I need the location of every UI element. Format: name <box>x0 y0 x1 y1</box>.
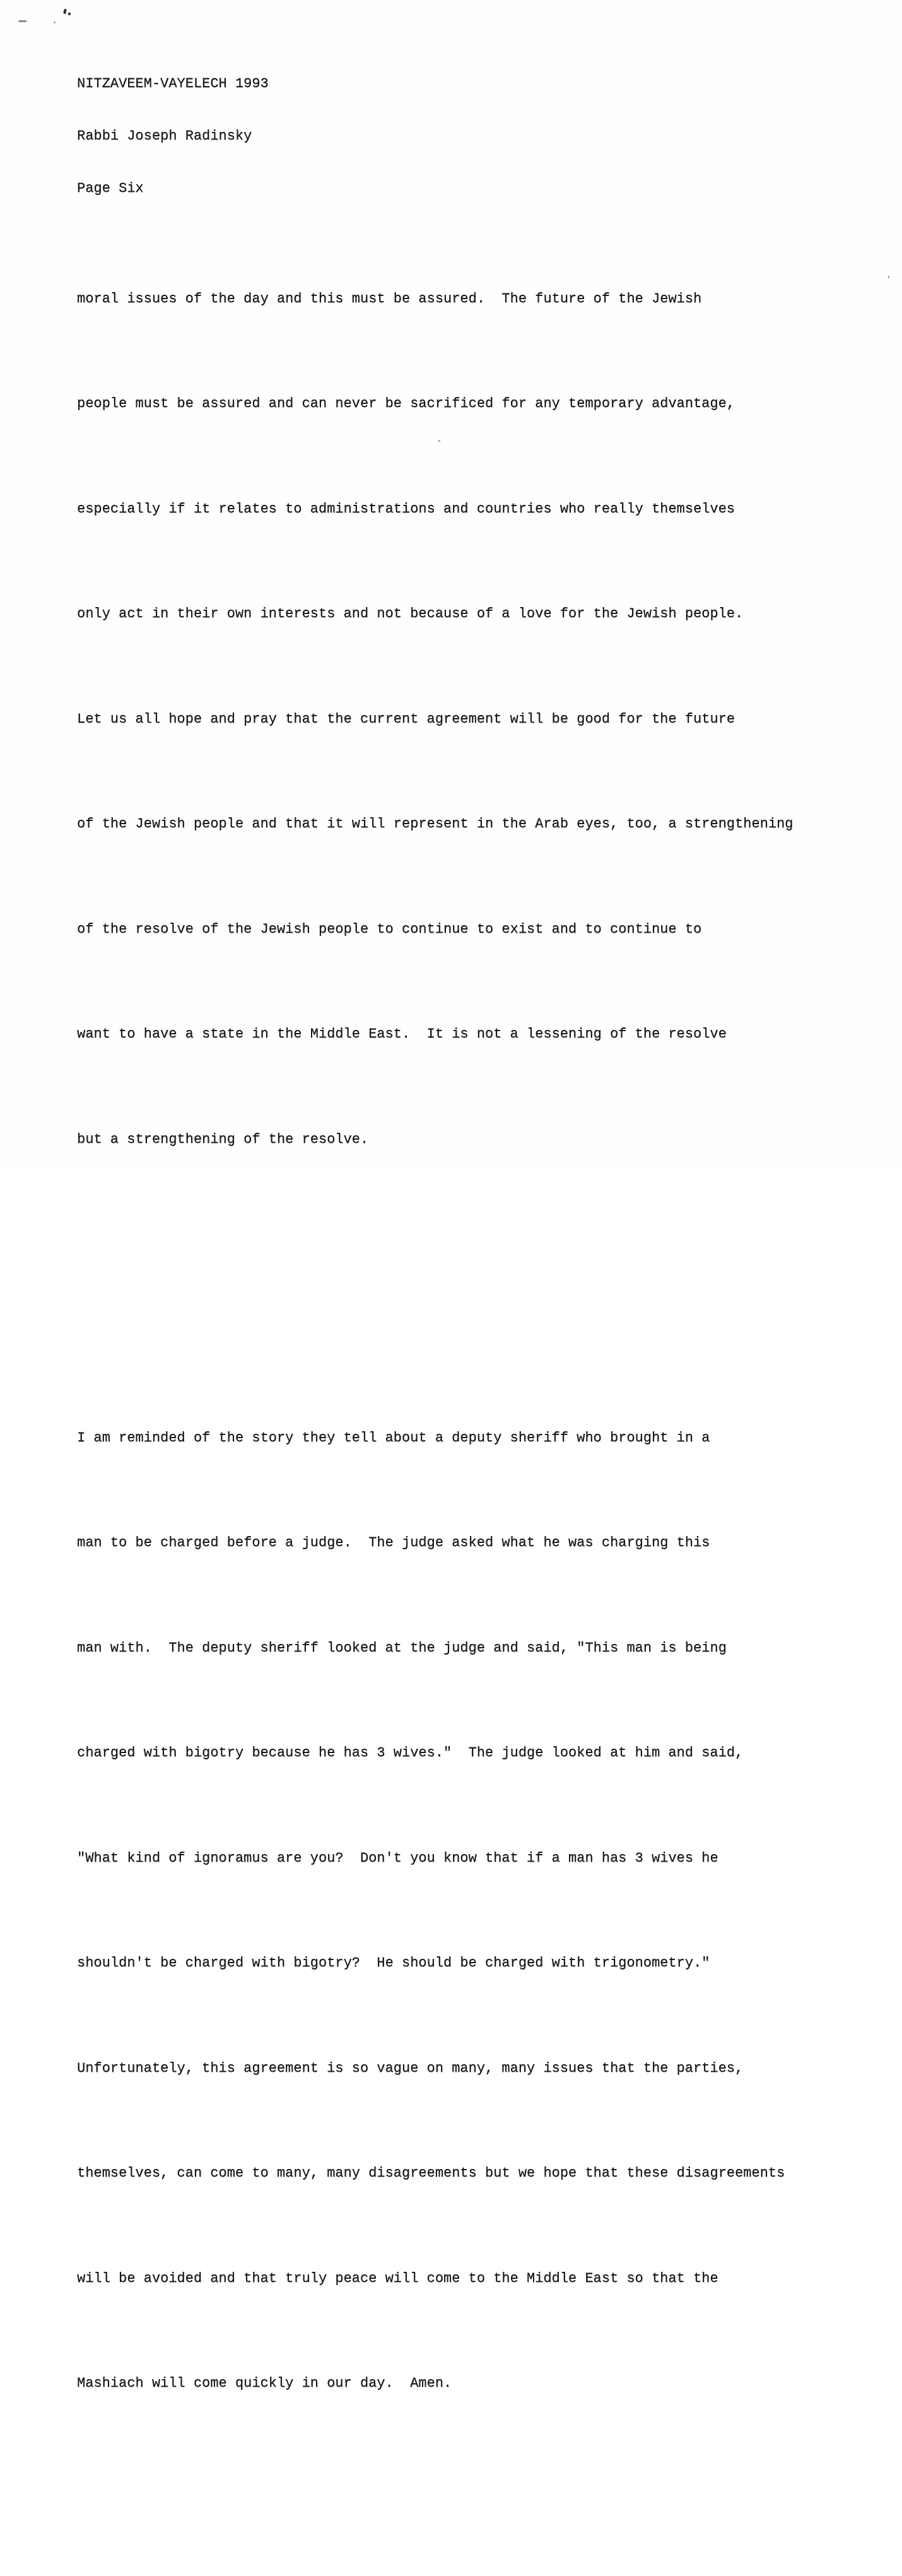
text-line: man with. The deputy sheriff looked at the judge and said, "This man is being <box>77 1640 727 1656</box>
text-line: "What kind of ignoramus are you? Don't you know that if a man has 3 wives he <box>77 1850 718 1866</box>
document-author: Rabbi Joseph Radinsky <box>77 127 252 144</box>
scan-artifact-mark <box>63 9 67 15</box>
text-line: shouldn't be charged with bigotry? He should be charged with trigonometry." <box>77 1955 710 1971</box>
text-line: moral issues of the day and this must be assured. The future of the Jewish <box>77 290 702 307</box>
text-line: of the resolve of the Jewish people to continue to exist and to continue to <box>77 921 702 937</box>
text-line: Mashiach will come quickly in our day. Amen. <box>77 2375 452 2391</box>
document-body <box>77 106 793 2576</box>
text-line: but a strengthening of the resolve. <box>77 1131 369 1147</box>
scan-artifact-mark <box>68 13 71 15</box>
text-line: I am reminded of the story they tell about a deputy sheriff who brought in a <box>77 1429 710 1446</box>
text-line: Let us all hope and pray that the current agreement will be good for the future <box>77 711 735 727</box>
text-line: only act in their own interests and not because of a love for the Jewish people. <box>77 606 744 622</box>
text-line: Unfortunately, this agreement is so vague on many, many issues that the parties, <box>77 2060 744 2076</box>
scan-artifact-dot <box>54 21 56 23</box>
text-line: man to be charged before a judge. The judge asked what he was charging this <box>77 1535 710 1551</box>
text-line: of the Jewish people and that it will represent in the Arab eyes, too, a strengthening <box>77 816 794 832</box>
text-line: want to have a state in the Middle East. It is not a lessening of the resolve <box>77 1026 727 1042</box>
document-title: NITZAVEEM-VAYELECH 1993 <box>77 75 269 92</box>
paragraph-1 <box>77 211 793 1227</box>
page-number-label: Page Six <box>77 180 144 197</box>
paragraph-2 <box>77 1350 793 2471</box>
text-line: especially if it relates to administrations and countries who really themselves <box>77 500 735 517</box>
text-line: charged with bigotry because he has 3 wives." The judge looked at him and said, <box>77 1745 744 1761</box>
text-line: people must be assured and can never be sacrificed for any temporary advantage, <box>77 396 735 411</box>
text-line: themselves, can come to many, many disagreements but we hope that these disagreements <box>77 2165 785 2181</box>
scan-artifact-dot <box>888 276 889 278</box>
scan-artifact-dash <box>18 20 26 22</box>
text-line: will be avoided and that truly peace will come to the Middle East so that the <box>77 2270 718 2286</box>
